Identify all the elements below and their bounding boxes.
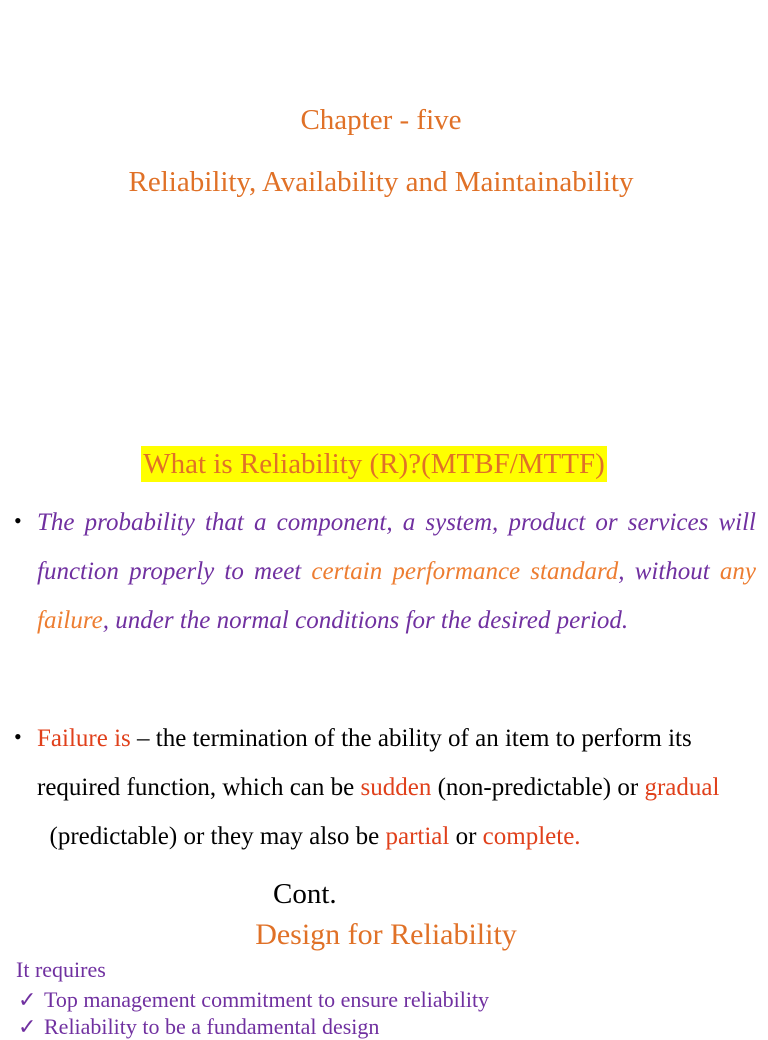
failure-term-sudden: sudden	[360, 774, 432, 801]
definition-text: , under the normal conditions for the desired period.	[102, 607, 629, 634]
definition-highlight: any failure	[37, 558, 756, 634]
checkmark-icon: ✓	[18, 987, 37, 1012]
failure-term-gradual: gradual	[644, 774, 720, 801]
list-item-text: Reliability to be a fundamental design	[44, 1014, 380, 1039]
definition-text: The probability that a component, a system, product or services will function properly to meet	[37, 509, 756, 585]
design-intro: It requires	[16, 957, 106, 982]
chapter-title: Chapter - five	[300, 104, 462, 136]
cont-label: Cont.	[273, 878, 337, 910]
failure-text: – the termination of the ability of an item to perform its required function, which can be	[37, 725, 692, 801]
failure-label: Failure is	[37, 725, 131, 752]
failure-term-partial: partial	[385, 823, 450, 850]
bullet-icon: •	[14, 724, 22, 749]
bullet-icon: •	[14, 508, 22, 533]
chapter-subtitle: Reliability, Availability and Maintainability	[128, 166, 634, 198]
checkmark-icon: ✓	[18, 1014, 37, 1039]
failure-text: (predictable) or they may also be	[37, 823, 386, 850]
definition-text: , without	[618, 558, 720, 585]
list-item-text: Top management commitment to ensure reliability	[44, 987, 490, 1012]
failure-definition	[37, 714, 756, 861]
definition-highlight: certain performance standard	[311, 558, 619, 585]
list-item	[18, 987, 489, 1013]
question-heading: What is Reliability (R)?(MTBF/MTTF)	[143, 448, 605, 480]
question-heading-wrap	[0, 446, 748, 482]
failure-text: or	[449, 823, 483, 850]
list-item	[18, 1014, 379, 1040]
design-heading: Design for Reliability	[255, 918, 517, 951]
reliability-definition	[37, 498, 756, 645]
failure-term-complete: complete.	[482, 823, 581, 850]
failure-text: (non-predictable) or	[431, 774, 645, 801]
